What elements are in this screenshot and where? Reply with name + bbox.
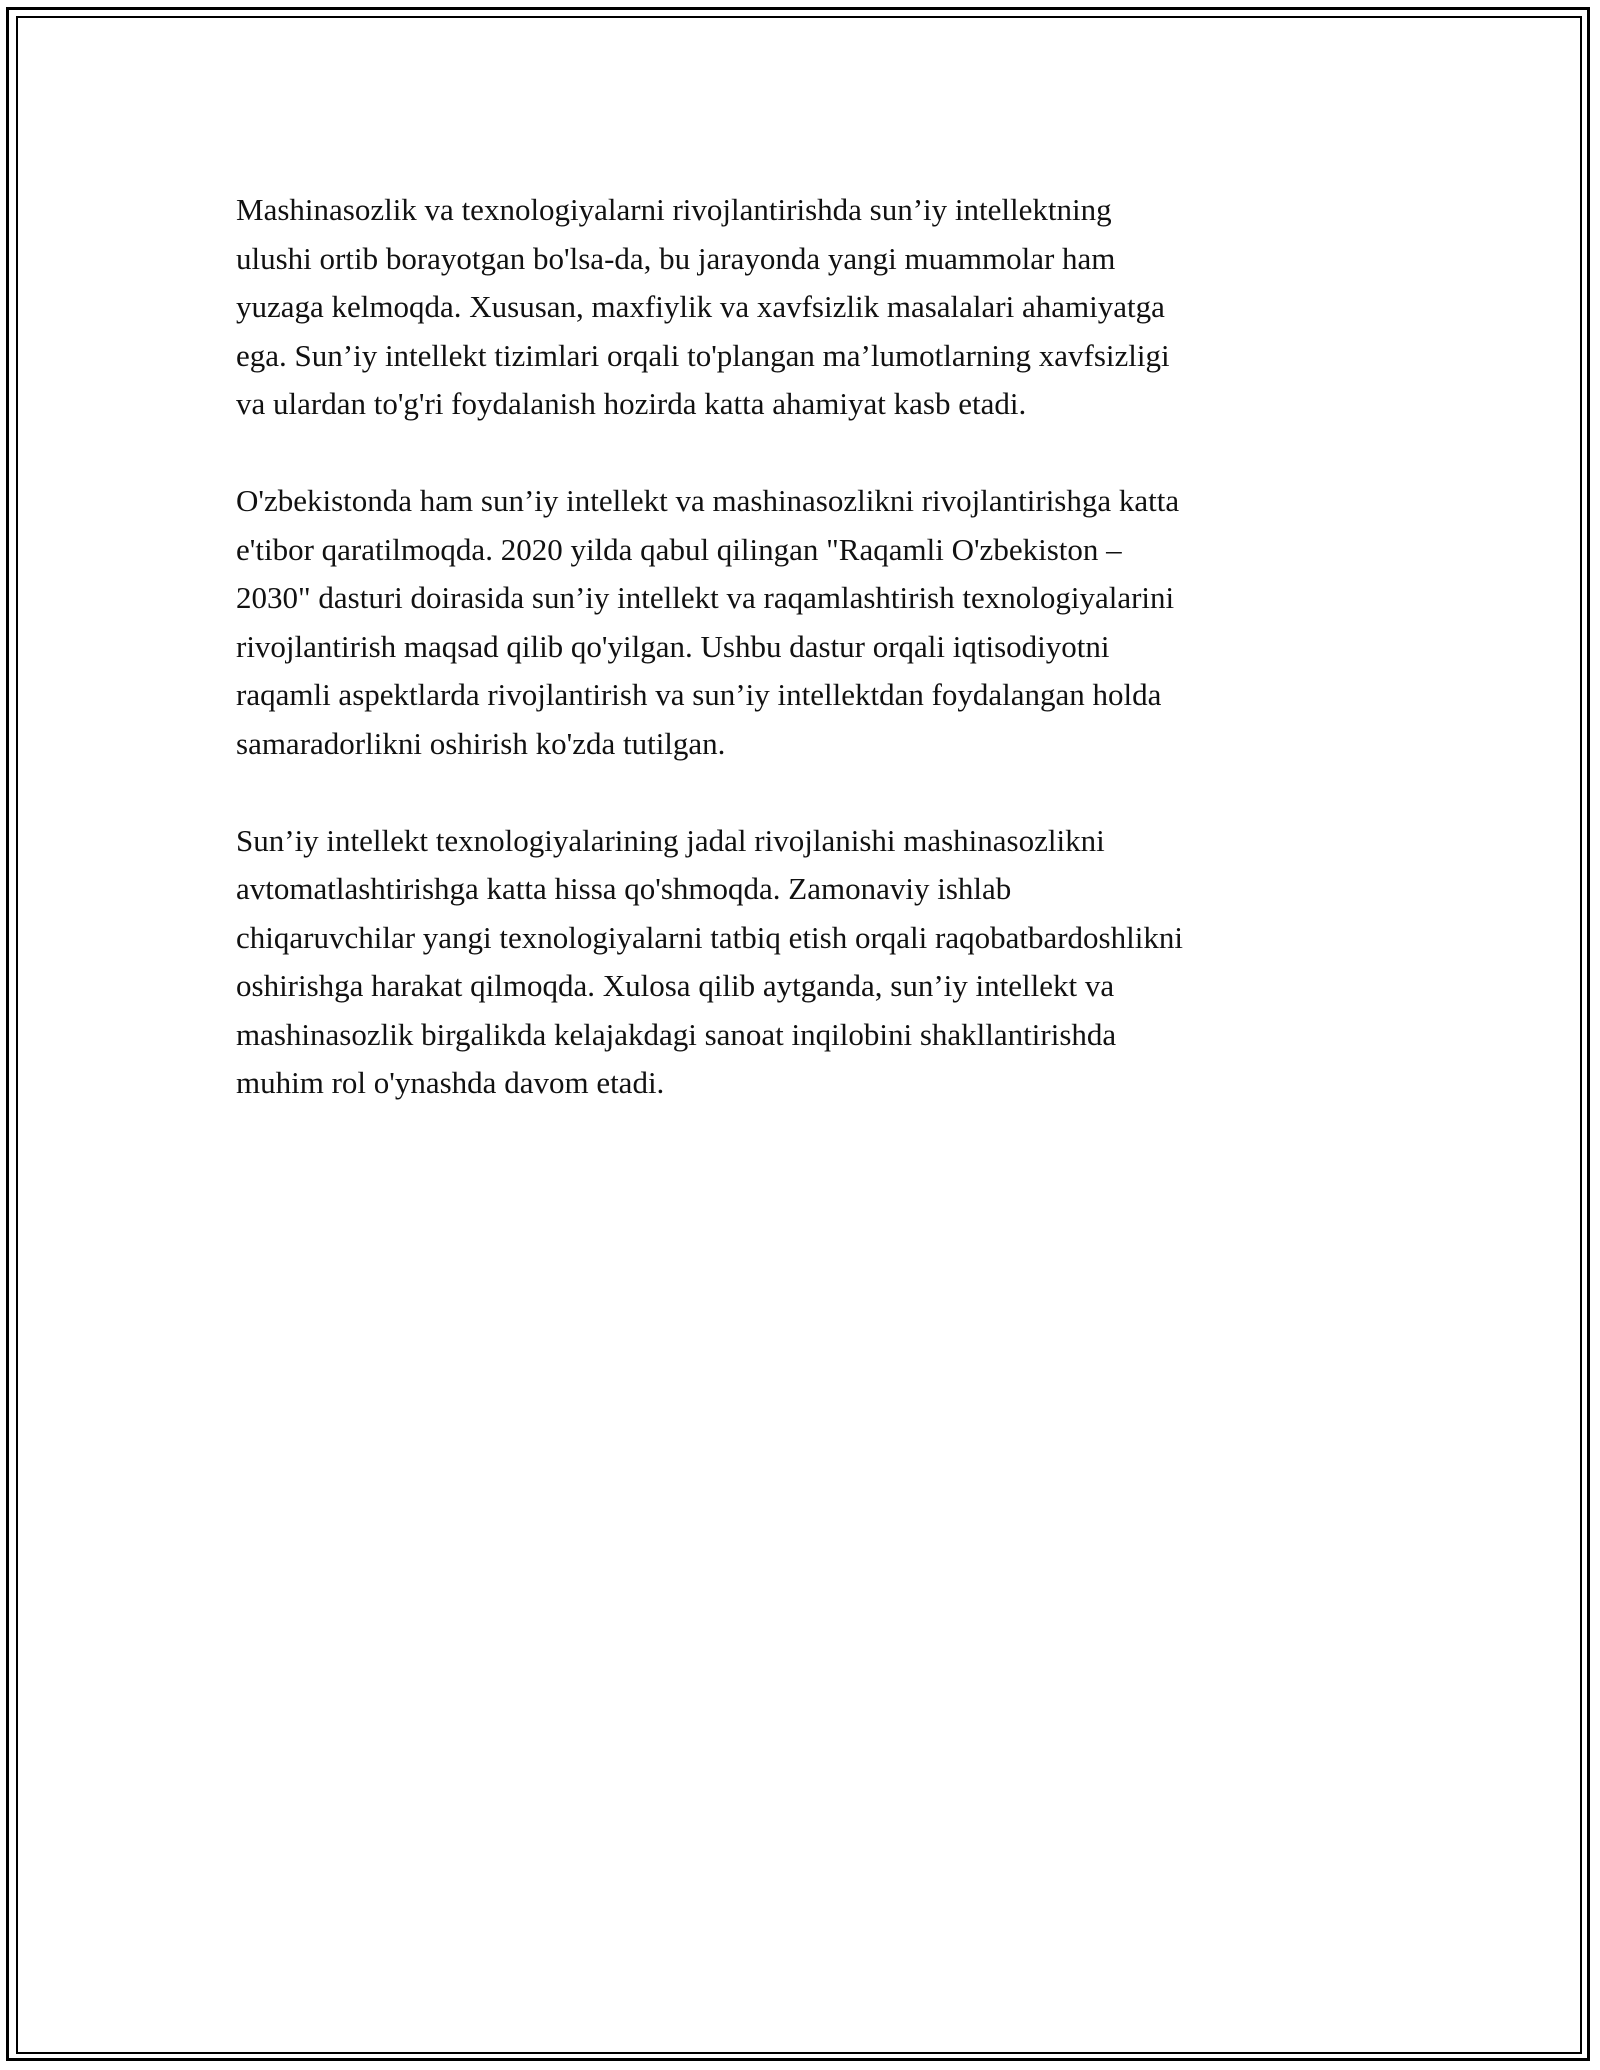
document-body [236, 186, 1356, 1108]
paragraph-1: Mashinasozlik va texnologiyalarni rivojlantirishda sun’iy intellektning ulushi ortib borayotgan bo'lsa-da, bu jarayonda yangi muammolar ham yuzaga kelmoqda. Xususan, maxfiylik va xavfsizlik masalalari ahamiyatga ega. Sun’iy intellekt tizimlari orqali to'plangan ma’lumotlarning xavfsizligi va ulardan to'g'ri foydalanish hozirda katta ahamiyat kasb etadi. [236, 192, 1170, 421]
paragraph-3: Sun’iy intellekt texnologiyalarining jadal rivojlanishi mashinasozlikni avtomatlashtirishga katta hissa qo'shmoqda. Zamonaviy ishlab chiqaruvchilar yangi texnologiyalarni tatbiq etish orqali raqobatbardoshlikni oshirishga harakat qilmoqda. Xulosa qilib aytganda, sun’iy intellekt va mashinasozlik birgalikda kelajakdagi sanoat inqilobini shakllantirishda muhim rol o'ynashda davom etadi. [236, 822, 1183, 1100]
paragraph-2: O'zbekistonda ham sun’iy intellekt va mashinasozlikni rivojlantirishga katta e'tibor qaratilmoqda. 2020 yilda qabul qilingan "Raqamli O'zbekiston – 2030" dasturi doirasida sun’iy intellekt va raqamlashtirish texnologiyalarini rivojlantirish maqsad qilib qo'yilgan. Ushbu dastur orqali iqtisodiyotni raqamli aspektlarda rivojlantirish va sun’iy intellektdan foydalangan holda samaradorlikni oshirish ko'zda tutilgan. [236, 483, 1180, 761]
